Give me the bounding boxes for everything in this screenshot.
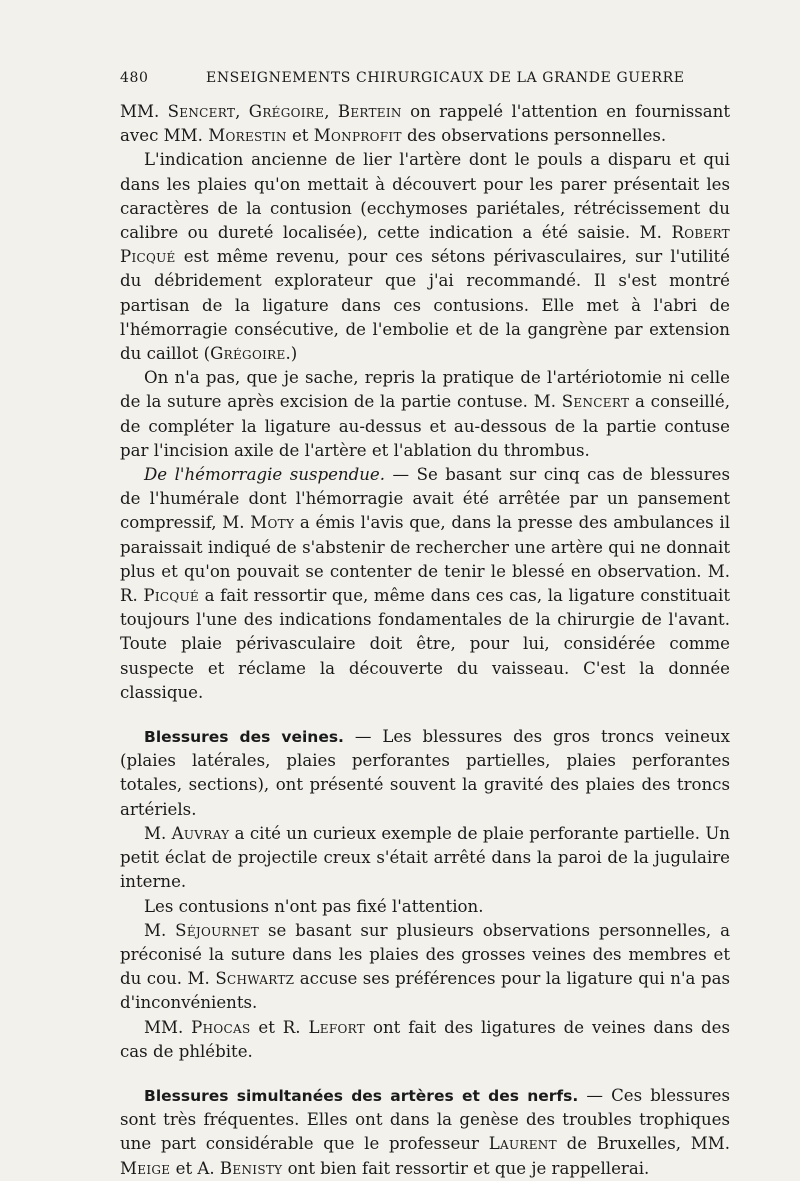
author-name: Sencert	[561, 392, 630, 412]
text: et A.	[170, 1158, 220, 1178]
author-name: Phocas	[191, 1017, 251, 1037]
text: et	[286, 126, 314, 146]
text: et R.	[250, 1017, 309, 1037]
author-name: Morestin	[208, 126, 287, 146]
author-name: Benisty	[219, 1158, 283, 1178]
section-title: Blessures des veines.	[144, 728, 344, 747]
paragraph	[120, 725, 730, 822]
author-name: Schwartz	[215, 969, 295, 989]
author-name: Picqué	[143, 586, 199, 606]
author-name: Moty	[250, 513, 295, 533]
page-number: 480	[120, 70, 149, 86]
author-name: Meige	[120, 1158, 171, 1178]
author-name: Laurent	[488, 1134, 557, 1154]
book-page	[120, 70, 730, 1181]
author-name: Auvray	[171, 823, 230, 843]
author-name: Grégoire	[248, 102, 325, 121]
text: — Ces blessures sont très fréquentes. Elles ont dans la genèse des troubles trophiques une part considérable que le professeur	[120, 1085, 730, 1154]
text: Les contusions n'ont pas fixé l'attention.	[144, 896, 484, 916]
text: MM.	[120, 102, 168, 121]
text: — Les blessures des gros troncs veineux (plaies latérales, plaies perforantes partielles, plaies perforantes totales, sections), ont présenté souvent la gravité des plaies des troncs artériels.	[120, 727, 730, 819]
paragraph	[120, 366, 730, 463]
running-header	[120, 70, 730, 96]
author-name: Bertein	[337, 102, 402, 121]
text: MM.	[144, 1017, 192, 1037]
text: ont fait des ligatures de veines dans des cas de phlébite.	[120, 1017, 730, 1061]
text: on rappelé l'attention en fournissant avec MM.	[120, 102, 730, 146]
paragraph	[120, 895, 730, 919]
text: M.	[144, 920, 176, 940]
text: — Se basant sur cinq cas de blessures de l'humérale dont l'hémorragie avait été arrêtée par un pansement compressif, M.	[120, 465, 730, 533]
author-name: Lefort	[308, 1017, 366, 1037]
paragraph	[120, 822, 730, 895]
paragraph	[120, 1016, 730, 1064]
paragraph	[120, 919, 730, 1016]
text: est même revenu, pour ces sétons périvasculaires, sur l'utilité du débridement explorateur que j'ai recommandé. Il s'est montré partisan de la ligature dans ces contusions. Elle met à l'abri de l'hémorragie consécutive, de l'embolie et de la gangrène par extension du caillot (	[120, 247, 730, 364]
section-gap	[120, 1064, 730, 1084]
text: .)	[285, 344, 298, 364]
author-name: Robert Picqué	[120, 223, 730, 267]
text: M.	[144, 823, 172, 843]
text: a émis l'avis que, dans la presse des ambulances il paraissait indiqué de s'abstenir de rechercher une artère qui ne donnait plus et qu'on pouvait se contenter de tenir le blessé en observation. M. R.	[120, 513, 730, 606]
paragraph	[120, 100, 730, 148]
text: ,	[235, 102, 249, 121]
subsection-title: De l'hémorragie suspendue.	[144, 465, 385, 485]
text: a cité un curieux exemple de plaie perforante partielle. Un petit éclat de projectile creux s'était arrêté dans la paroi de la jugulaire interne.	[120, 823, 730, 892]
text: de Bruxelles, MM.	[556, 1134, 730, 1154]
author-name: Monprofit	[313, 126, 402, 146]
text: ont bien fait ressortir et que je rappellerai.	[282, 1158, 650, 1178]
running-title: ENSEIGNEMENTS CHIRURGICAUX DE LA GRANDE GUERRE	[206, 70, 685, 86]
section-gap	[120, 705, 730, 725]
paragraph	[120, 148, 730, 366]
text: a conseillé, de compléter la ligature au-dessus et au-dessous de la partie contuse par l'incision axile de l'artère et l'ablation du thrombus.	[120, 392, 730, 460]
author-name: Sencert	[167, 102, 236, 121]
text: se basant sur plusieurs observations personnelles, a préconisé la suture dans les plaies des grosses veines des membres et du cou. M.	[120, 920, 731, 989]
paragraph	[120, 1084, 730, 1181]
author-name: Grégoire	[210, 344, 286, 364]
paragraph	[120, 463, 730, 705]
text: ,	[324, 102, 338, 121]
text: L'indication ancienne de lier l'artère dont le pouls a disparu et qui dans les plaies qu'on mettait à découvert pour les parer présentait les caractères de la contusion (ecchymoses pariétales, rétrécissement du calibre ou dureté localisée), cette indication a été saisie. M.	[120, 150, 730, 243]
text: On n'a pas, que je sache, repris la pratique de l'artériotomie ni celle de la suture après excision de la partie contuse. M.	[120, 368, 730, 412]
text: des observations personnelles.	[401, 126, 667, 146]
author-name: Séjournet	[175, 920, 260, 940]
text: a fait ressortir que, même dans ces cas, la ligature constituait toujours l'une des indications fondamentales de la chirurgie de l'avant. Toute plaie périvasculaire doit être, pour lui, considérée comme suspecte et réclame la découverte du vaisseau. C'est la donnée classique.	[120, 586, 731, 702]
text: accuse ses préférences pour la ligature qui n'a pas d'inconvénients.	[120, 969, 730, 1013]
section-title: Blessures simultanées des artères et des nerfs.	[144, 1086, 579, 1105]
